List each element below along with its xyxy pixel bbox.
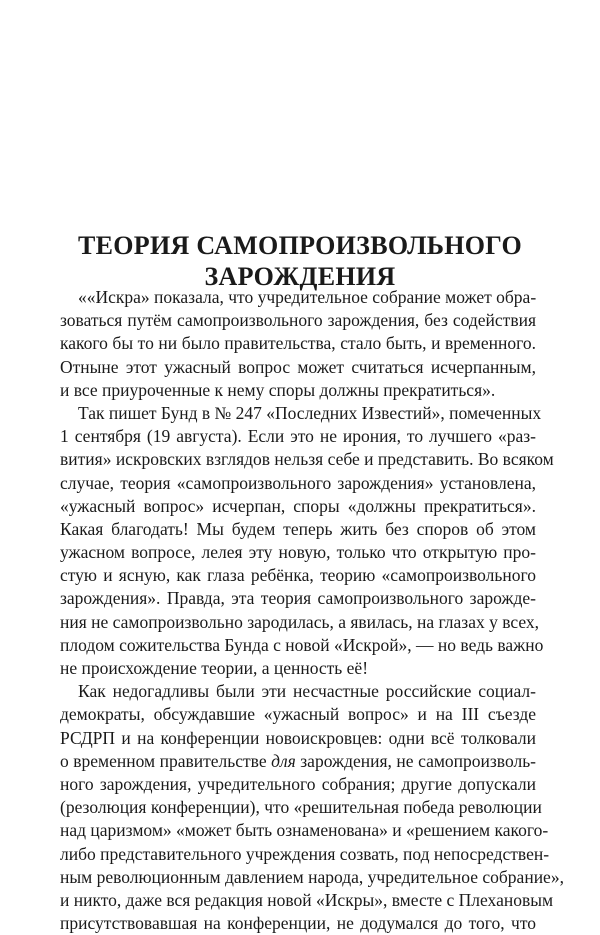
chapter-title-line-2: ЗАРОЖДЕНИЯ <box>204 262 396 292</box>
text-line: либо представительного учреждения созвать, под непосредствен- <box>60 843 550 864</box>
text-line: Отныне этот ужасный вопрос может считаться исчерпанным, <box>60 356 536 377</box>
chapter-body <box>60 286 564 935</box>
text-line: над царизмом» «может быть ознаменована» и «решением какого- <box>60 820 549 841</box>
text-line: ного зарождения, учредительного собрания; другие допускали <box>60 773 536 794</box>
text-line: не происхождение теории, а ценность её! <box>60 658 369 678</box>
text-line: «ужасный вопрос» исчерпан, споры «должны прекратиться». <box>60 495 536 516</box>
text-line: Как недогадливы были эти несчастные российские социал- <box>78 681 536 702</box>
emphasis: для <box>271 750 296 771</box>
text-line: ния не самопроизвольно зародилась, а явилась, на глазах у всех, <box>60 611 540 632</box>
text-line: Какая благодать! Мы будем теперь жить без споров об этом <box>60 518 536 539</box>
text-line: 1 сентября (19 августа). Если это не ирония, то лучшего «раз- <box>60 426 536 447</box>
text-line: РСДРП и на конференции новоискровцев: одни всё толковали <box>60 727 536 748</box>
chapter-title <box>0 230 600 292</box>
text-line: ным революционным давлением народа, учредительное собрание», <box>60 866 564 887</box>
text-line: демократы, обсуждавшие «ужасный вопрос» и на III съезде <box>60 704 536 725</box>
text-line: (резолюция конференции), что «решительная победа революции <box>60 797 542 818</box>
text-line: Так пишет Бунд в № 247 «Последних Известий», помеченных <box>78 402 542 423</box>
text-line: случае, теория «самопроизвольного зарождения» установлена, <box>60 472 536 493</box>
text-line: какого бы то ни было правительства, стало быть, и временного. <box>60 333 536 354</box>
text-line: стую и ясную, как глаза ребёнка, теорию «самопроизвольного <box>60 565 536 586</box>
paragraph <box>60 680 564 935</box>
chapter-title-line-1: ТЕОРИЯ САМОПРОИЗВОЛЬНОГО <box>77 231 523 261</box>
text-line: зарождения». Правда, эта теория самопроизвольного зарожде- <box>60 588 536 609</box>
text-line: и все приуроченные к нему споры должны прекратиться». <box>60 379 496 400</box>
text-line: ужасном вопросе, лелея эту новую, только что открытую про- <box>60 542 536 563</box>
text-line: присутствовавшая на конференции, не додумался до того, что <box>60 913 536 934</box>
text-line: вития» искровских взглядов нельзя себе и представить. Во всяком <box>60 449 554 470</box>
text-line: о временном правительстве для зарождения, не самопроизволь- <box>60 750 537 771</box>
text-line: плодом сожительства Бунда с новой «Искрой», — но ведь важно <box>60 634 544 655</box>
paragraph <box>60 286 536 402</box>
text-line: и никто, даже вся редакция новой «Искры», вместе с Плехановым <box>60 889 554 910</box>
text-line: ««Искра» показала, что учредительное собрание может обра- <box>78 287 537 307</box>
text-line: зоваться путём самопроизвольного зарождения, без содействия <box>60 310 536 331</box>
paragraph <box>60 402 554 680</box>
